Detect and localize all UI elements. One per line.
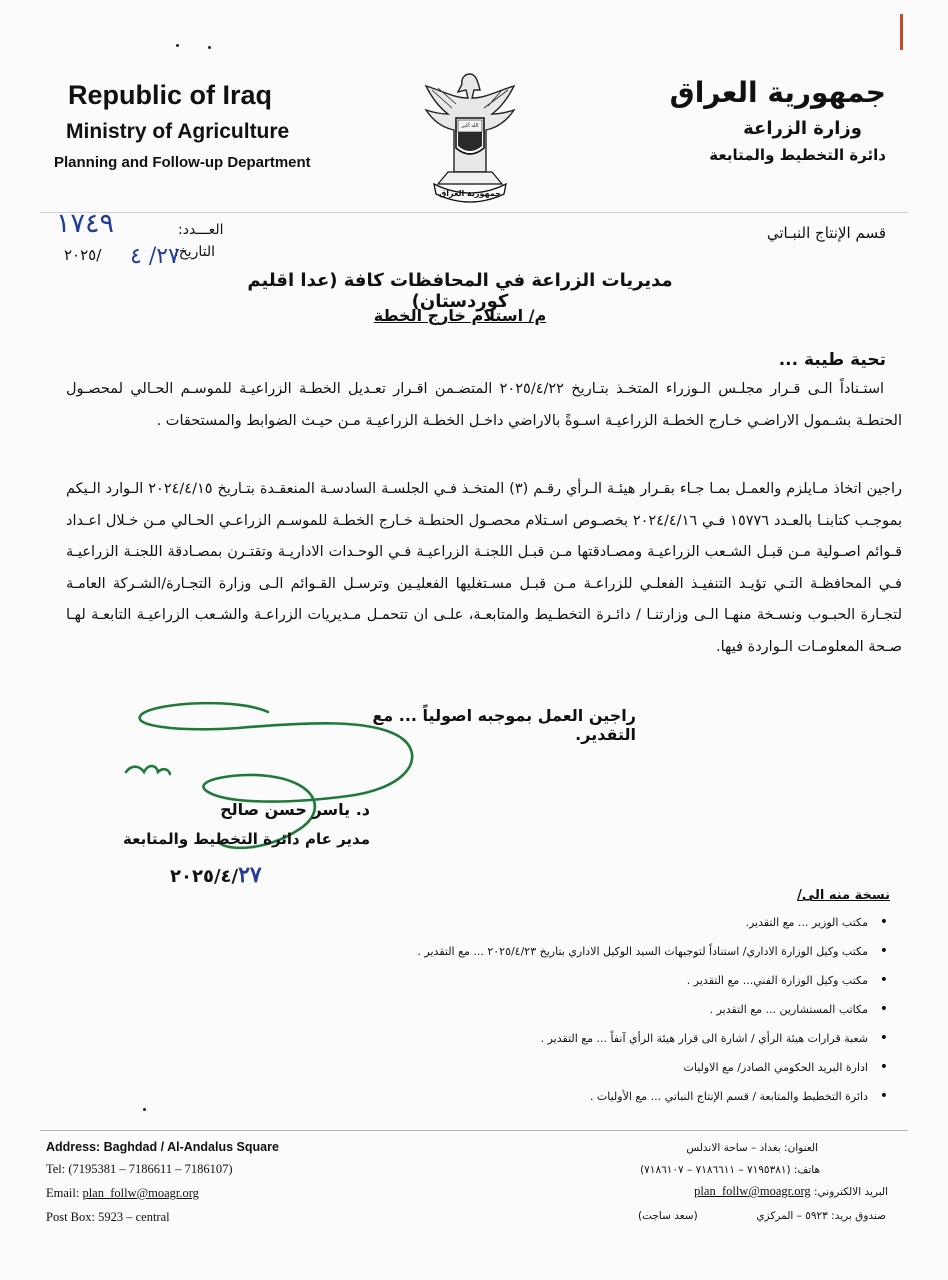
iraq-eagle-emblem-icon [418,68,522,206]
signatory-title: مدير عام دائرة التخطيط والمتابعة [123,830,370,848]
handwritten-date: ٢٧/ ٤ [130,244,180,269]
copy-item: • مكتب وكيل الوزارة الاداري/ استناداً لتوجيهات السيد الوكيل الاداري بتاريخ ٢٠٢٥/٤/٢٣ ... مع التقدير . [312,937,892,966]
header-ar-department: دائرة التخطيط والمتابعة [709,146,886,164]
number-label: العـــدد: [178,222,224,238]
copies-heading: نسخة منه الى/ [797,888,890,903]
paragraph-2: راجين اتخاذ مـايلزم والعمـل بمـا جـاء بقـرار هيئـة الـرأي رقـم (٣) المتخـذ فـي الجلسـة السادسـة المنعقـدة بتـاريخ ٢٠٢٤/٤/١٥ الـوارد الـيكم بموجـب كتابنـا بالعـدد ١٥٧٧٦ فـي ٢٠٢٤/٤/١٦ بخصـوص اسـتلام محصـول الحنطـة خـارج الخطـة للموسـم الزراعـي الحـالي مـن خـلال اعـداد قـوائم اصـولية مـن قبـل الشـعب الزراعيـة ومصـادقتها مـن قبـل اللجنـة الزراعيـة فـي الوحـدات الاداريـة وتقتـرن بمصـادقة اللجنـة الزراعيـة فـي المحافظـة التـي تؤيـد التنفيـذ الفعلـي للزراعـة مـن قبـل مسـتغليها الفعليـين وترسـل القـوائم الـى وزارة التجـارة/الشـركة العامـة لتجـارة الحبـوب ونسـخة منهـا الـى وزارتنـا / دائـرة التخطـيط والمتابعـة، علـى ان تتحمـل مـديريات الزراعـة والشـعب الزراعيـة التابعـة لهـا صـحة المعلومـات الـواردة فيها. [66,481,903,655]
footer-en-tel: Tel: (7195381 – 7186611 – 7186107) [46,1162,233,1176]
speck [143,1108,146,1111]
header-en-ministry: Ministry of Agriculture [66,120,290,143]
signature-date-handwritten: ٢٧ [238,862,262,888]
greeting: تحية طيبة ... [778,350,886,370]
footer-en-email [46,1186,199,1201]
emblem-motto-text: الله أكبر [461,123,479,129]
subject-line: م/ استلام خارج الخطة [373,306,547,325]
footer-ar-email-label: البريد الالكتروني: [814,1186,888,1198]
signatory-name: د. ياسر حسن صالح [220,800,370,819]
section-name: قسم الإنتاج النبـاتي [766,224,886,242]
footer-divider [40,1130,908,1131]
footer-en-email-label: Email: [46,1186,83,1200]
printed-date-year: ٢٠٢٥/ [64,246,102,264]
header-divider [40,212,908,213]
copy-item: • مكاتب المستشارين ... مع التقدير . [312,995,892,1024]
copy-item: • ادارة البريد الحكومي الصادر/ مع الاوليات [312,1053,892,1082]
footer-email-link[interactable]: plan_follw@moagr.org [82,1186,199,1200]
footer-ar-typist: (سعد ساجت) [638,1210,698,1222]
copy-item: • مكتب الوزير ... مع التقدير. [312,908,892,937]
speck [176,44,179,47]
copies-list [312,908,892,1111]
handwritten-number: ١٧٤٩ [56,208,115,239]
copy-item: • شعبة قرارات هيئة الرأي / اشارة الى قرار هيئة الرأي آنفاً ... مع التقدير . [312,1024,892,1053]
footer-en-address: Address: Baghdad / Al-Andalus Square [46,1140,279,1154]
header-ar-title: جمهورية العراق [669,76,886,109]
recipient-line: مديريات الزراعة في المحافظات كافة (عدا اقليم كوردستان) [247,270,673,312]
header-ar-ministry: وزارة الزراعة [743,118,862,139]
footer-ar-email [694,1184,888,1199]
footer-ar-postbox: صندوق بريد: ٥٩٢٣ – المركزي [756,1210,886,1222]
signature-date-printed: ٢٠٢٥/٤/ [170,866,239,887]
footer-ar-email-link[interactable]: plan_follw@moagr.org [694,1184,811,1198]
red-margin-mark [900,14,903,50]
copy-item: • مكتب وكيل الوزارة الفني... مع التقدير . [312,966,892,995]
paragraph-1: استـناداً الـى قـرار مجلـس الـوزراء المتخـذ بتـاريخ ٢٠٢٥/٤/٢٢ المتضـمن اقـرار تعـديل الخطـة الزراعيـة للموسـم الحـالي لمحصـول الحنطـة بشـمول الاراضـي خـارج الخطـة الزراعيـة اسـوةً بالاراضي داخـل الخطـة الزراعيـة مـن حيـث الضوابط والمستحقات . [66,381,902,429]
emblem-banner-text: جمهورية العراق [439,189,501,198]
date-label: التاريخ: [174,244,216,260]
signature-date [170,862,340,888]
closing-line: راجين العمل بموجبه اصولياً ... مع التقدير. [372,706,636,744]
speck [208,46,211,49]
footer-en-postbox: Post Box: 5923 – central [46,1210,170,1224]
copy-item: • دائرة التخطيط والمتابعة / قسم الإنتاج النباتي ... مع الأوليات . [312,1082,892,1111]
footer-ar-tel: هاتف: (٧١٩٥٣٨١ – ٧١٨٦٦١١ – ٧١٨٦١٠٧) [640,1164,820,1176]
footer-ar-address: العنوان: بغداد – ساحة الاندلس [686,1142,818,1154]
header-en-department: Planning and Follow-up Department [54,154,311,171]
header-en-title: Republic of Iraq [68,80,273,110]
